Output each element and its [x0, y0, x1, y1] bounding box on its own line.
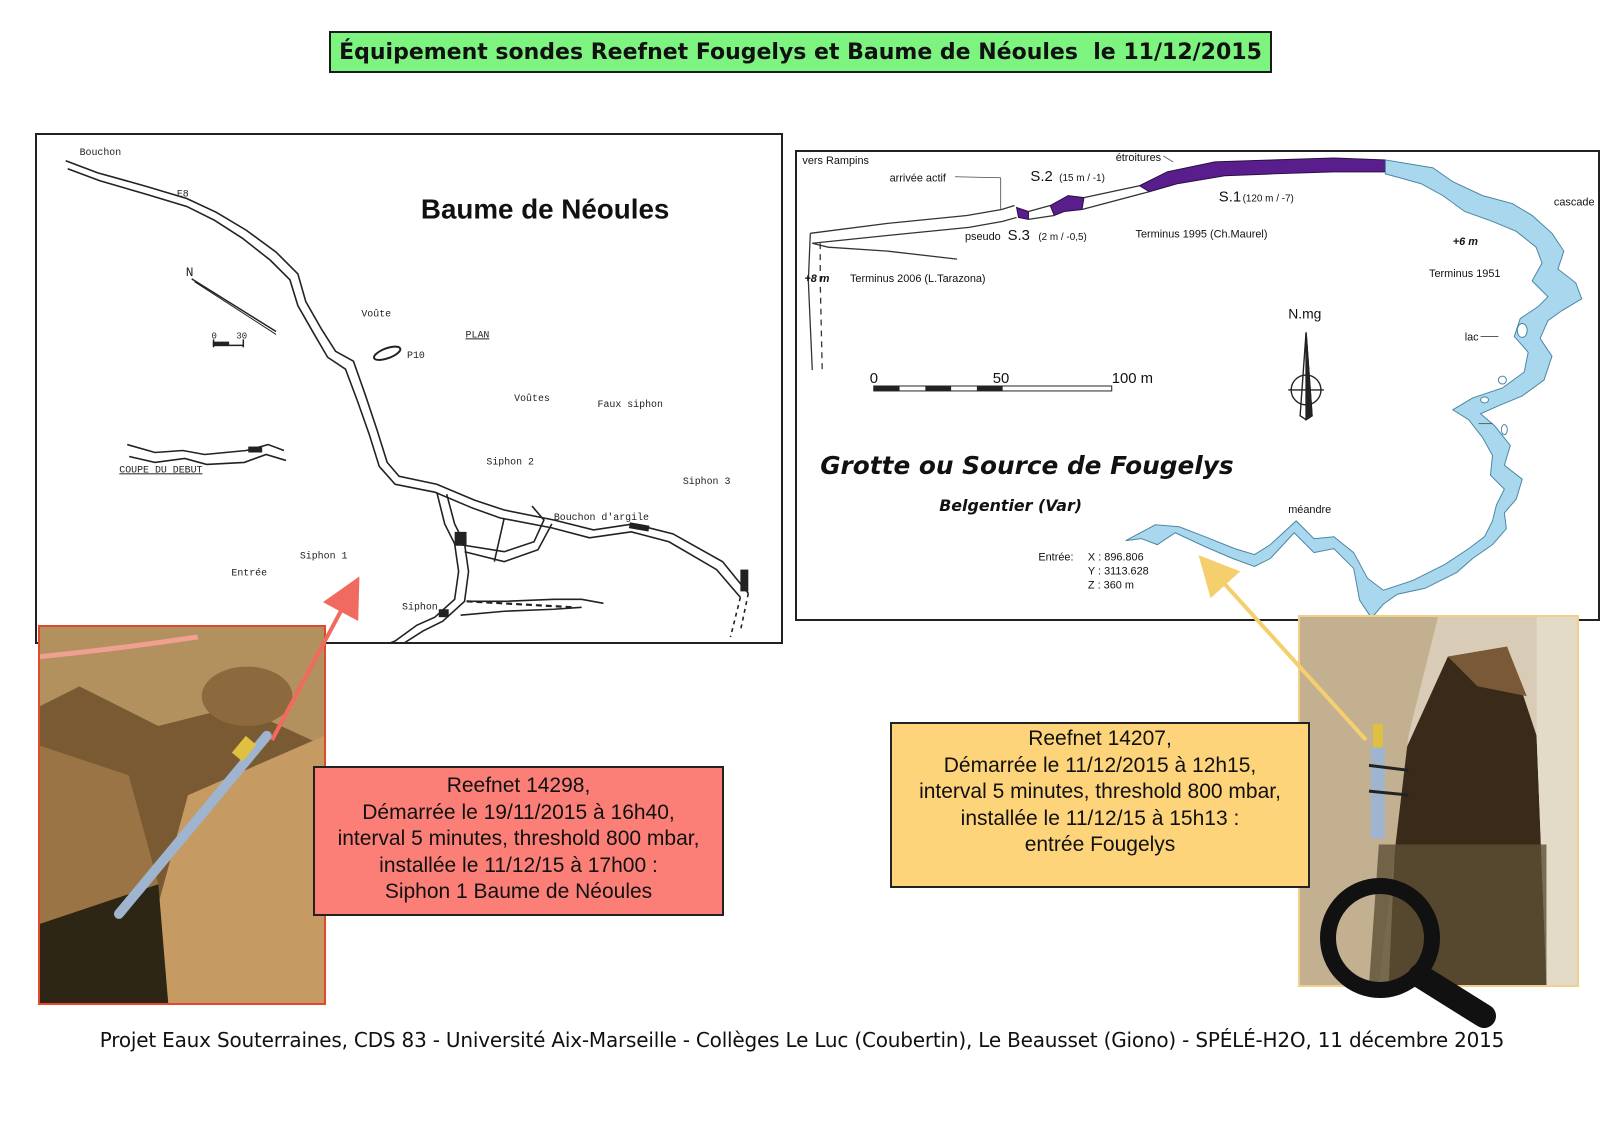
- label-meandre: méandre: [1288, 503, 1332, 516]
- label-lac: lac: [1464, 331, 1479, 344]
- footer-credits: Projet Eaux Souterraines, CDS 83 - Université Aix-Marseille - Collèges Le Luc (Coubertin), Le Beausset (Giono) - SPÉLÉ-H2O, 11 décembre 2015: [99, 1028, 1505, 1052]
- label-s3-detail: (2 m / -0,5): [1038, 232, 1087, 244]
- label-s2-detail: (15 m / -1): [1059, 172, 1105, 184]
- label-scale-30: 30: [236, 331, 248, 342]
- photo-siphon-1-image: [40, 627, 324, 1003]
- label-siphon-1: Siphon 1: [299, 550, 348, 562]
- label-voutes: Voûtes: [514, 392, 550, 404]
- label-pseudo: pseudo: [964, 231, 1001, 244]
- label-p10: P10: [407, 350, 425, 362]
- label-s1: S.1: [1218, 189, 1242, 206]
- label-bouchon: Bouchon: [79, 146, 122, 158]
- callout-right-line-5: entrée Fougelys: [1024, 833, 1176, 856]
- label-s1-detail: (120 m / -7): [1242, 193, 1294, 205]
- label-arrivee-actif: arrivée actif: [889, 172, 946, 185]
- page-title-text: Équipement sondes Reefnet Fougelys et Baume de Néoules le 11/12/2015: [339, 39, 1262, 65]
- label-scale-50: 50: [992, 371, 1010, 388]
- label-voute: Voûte: [361, 308, 392, 320]
- label-terminus-1995: Terminus 1995 (Ch.Maurel): [1135, 228, 1268, 241]
- label-terminus-2006: Terminus 2006 (L.Tarazona): [849, 272, 986, 285]
- callout-right-line-1: Reefnet 14207,: [1028, 727, 1172, 750]
- label-plus-8m: +8 m: [804, 272, 830, 285]
- north-arrow-icon: [192, 279, 276, 335]
- label-scale-100m: 100 m: [1111, 371, 1154, 388]
- label-siphon: Siphon: [402, 601, 438, 613]
- label-faux-siphon: Faux siphon: [597, 398, 663, 410]
- callout-left-line-4: installée le 11/12/15 à 17h00 :: [379, 853, 658, 877]
- label-plus-6m: +6 m: [1452, 236, 1478, 249]
- baume-survey-plan: [37, 135, 781, 642]
- magnifier-icon[interactable]: [1316, 876, 1502, 1030]
- label-siphon-3: Siphon 3: [682, 476, 731, 488]
- callout-left-line-3: interval 5 minutes, threshold 800 mbar,: [337, 827, 700, 850]
- callout-left-line-1: Reefnet 14298,: [446, 774, 591, 797]
- map-baume-de-neoules: [35, 133, 783, 644]
- label-vers-rampins: vers Rampins: [802, 154, 869, 167]
- map-title-fougelys: Grotte ou Source de Fougelys: [820, 451, 1234, 481]
- label-plan: PLAN: [465, 329, 490, 341]
- callout-reefnet-14207: [890, 722, 1310, 888]
- map-fougelys: [795, 150, 1600, 621]
- callout-right-line-2: Démarrée le 11/12/2015 à 12h15,: [943, 753, 1257, 777]
- label-entree-coords: Entrée:: [1038, 551, 1074, 564]
- callout-right-line-4: installée le 11/12/15 à 15h13 :: [960, 806, 1240, 830]
- fougelys-survey-plan: [797, 152, 1598, 619]
- compass-rose-icon: [1288, 332, 1324, 419]
- map-subtitle-fougelys: Belgentier (Var): [939, 495, 1083, 515]
- callout-left-line-5: Siphon 1 Baume de Néoules: [384, 880, 653, 903]
- map-title-baume: Baume de Néoules: [420, 193, 670, 225]
- label-scale-0: 0: [869, 371, 879, 388]
- label-etroitures: étroitures: [1115, 152, 1162, 164]
- label-coord-z: Z : 360 m: [1087, 579, 1134, 592]
- label-entree: Entrée: [231, 567, 268, 579]
- label-cascade: cascade: [1553, 196, 1595, 209]
- callout-left-line-2: Démarrée le 19/11/2015 à 16h40,: [362, 800, 675, 824]
- photo-siphon-1: [38, 625, 326, 1005]
- label-s2: S.2: [1030, 168, 1053, 185]
- label-terminus-1951: Terminus 1951: [1429, 267, 1501, 280]
- label-coord-y: Y : 3113.628: [1087, 565, 1149, 578]
- label-coupe-du-debut: COUPE DU DEBUT: [119, 464, 203, 476]
- label-s3: S.3: [1007, 228, 1030, 245]
- label-siphon-2: Siphon 2: [486, 456, 534, 468]
- label-scale-0: 0: [211, 331, 217, 342]
- label-bouchon-argile: Bouchon d'argile: [553, 511, 649, 523]
- callout-reefnet-14298: [313, 766, 724, 916]
- label-e8: E8: [176, 188, 189, 200]
- callout-right-line-3: interval 5 minutes, threshold 800 mbar,: [919, 780, 1281, 803]
- page-title: [329, 31, 1272, 73]
- label-nmg: N.mg: [1288, 305, 1322, 322]
- label-north: N: [185, 264, 194, 280]
- label-coord-x: X : 896.806: [1087, 551, 1144, 564]
